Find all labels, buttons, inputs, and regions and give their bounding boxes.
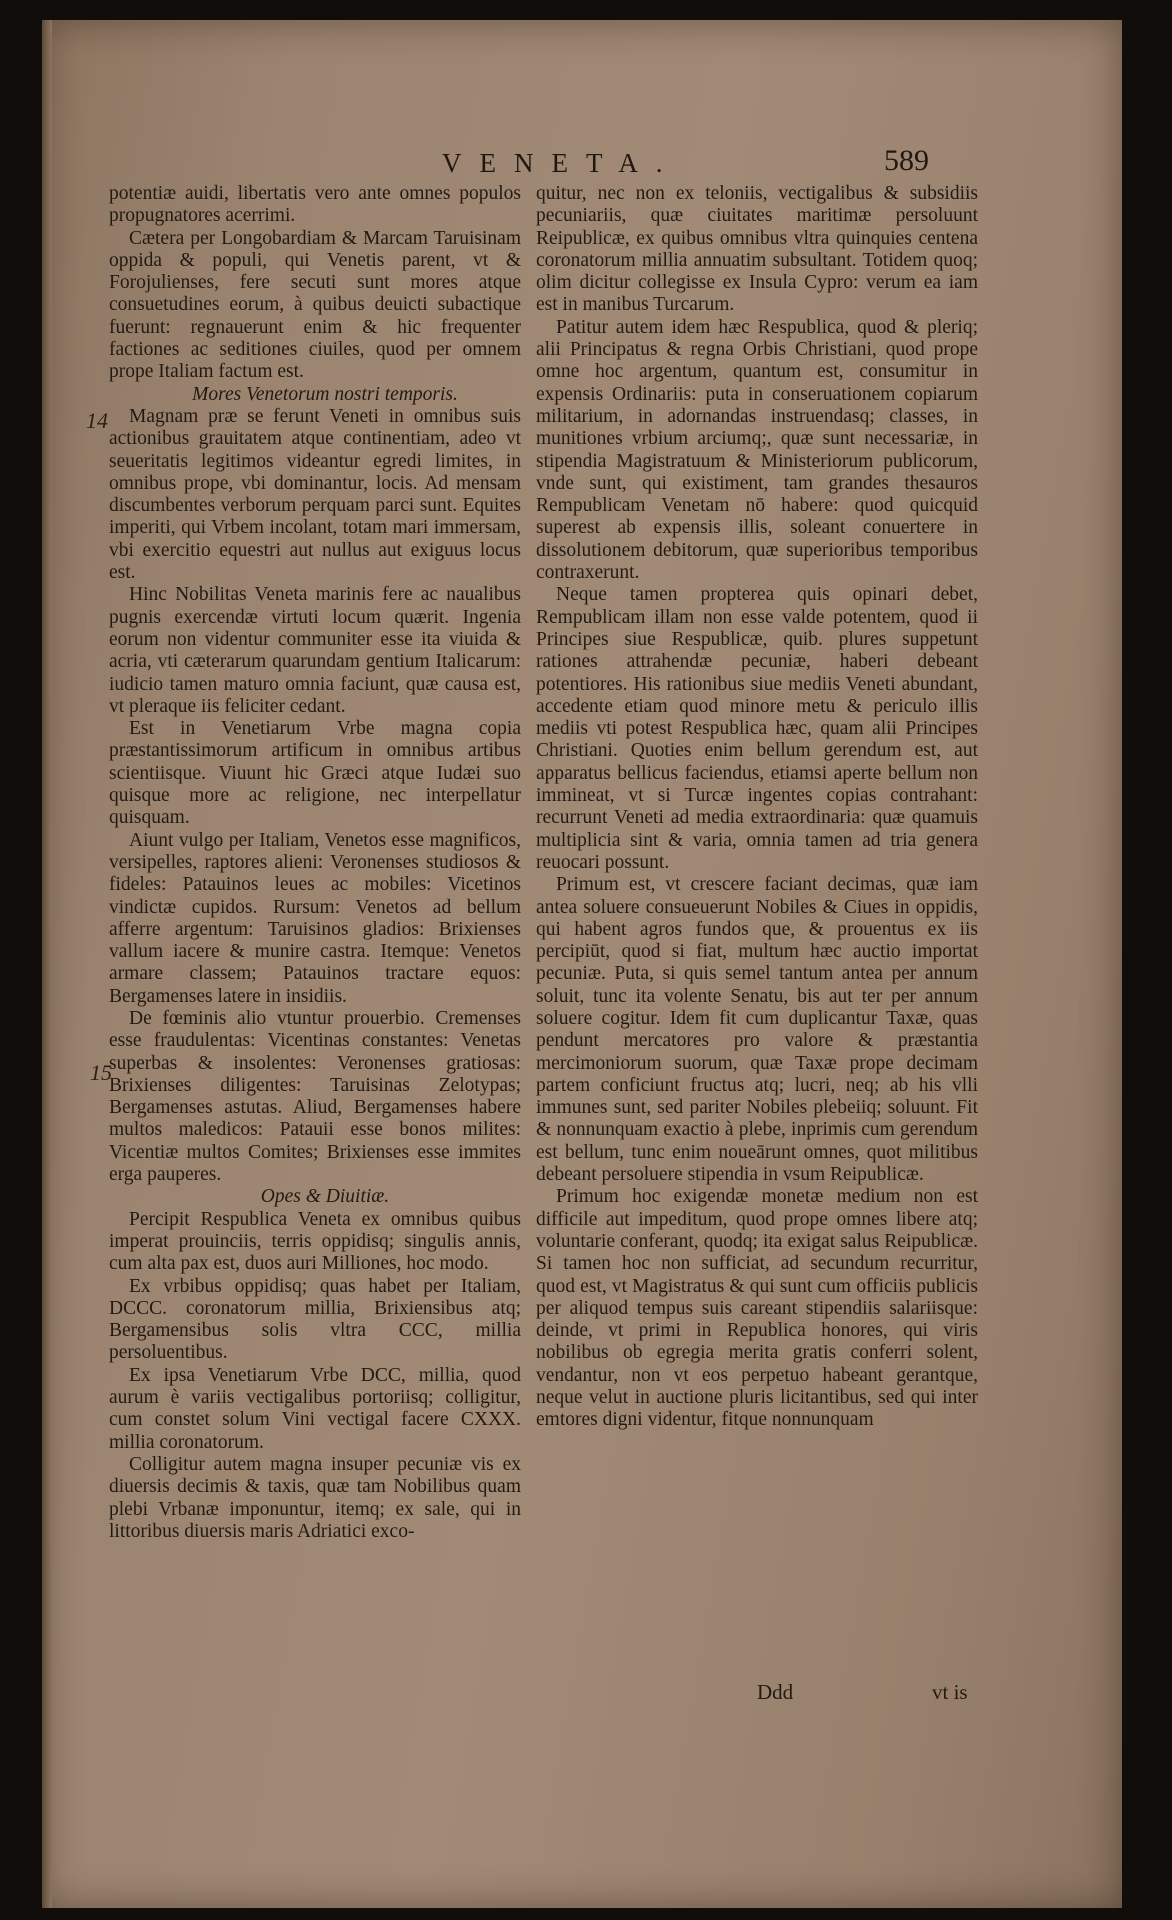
paragraph: Neque tamen propterea quis opinari debet, Rempublicam illam non esse valde potentem, quod ii Principes siue Respublicæ, quib. plures suppetunt rationes attrahendæ pecuniæ, haberi debeant potentiores. His rationibus siue mediis Veneti abundant, accedente etiam quod minore metu & periculo illis mediis vti potest Respublica hæc, quam alii Principes Christiani. Quoties enim bellum gerendum est, aut apparatus bellicus faciendus, etiamsi aperte bellum non immineat, vt si Turcæ ingentes copias contrahant: recurrunt Veneti ad media extraordinaria: quæ quamuis multiplicia sint & varia, omnia tamen ad tria genera reuocari possunt. bbox=[536, 584, 978, 873]
left-column bbox=[109, 183, 521, 1543]
paragraph: potentiæ auidi, libertatis vero ante omnes populos propugnatores acerrimi. bbox=[109, 183, 521, 227]
page-header bbox=[42, 138, 1122, 188]
page-footer bbox=[42, 1680, 1122, 1720]
paragraph: De fœminis alio vtuntur prouerbio. Cremenses esse fraudulentas: Vicentinas constantes: Venetas superbas & insolentes: Veronenses gratiosas: Brixienses diligentes: Taruisinas Zelotypas; Bergamenses astutas. Aliud, Bergamenses habere multos maledicos: Patauii esse bonos milites: Vicentiæ multos Comites; Brixienses esse immites erga pauperes. bbox=[109, 1007, 521, 1186]
section-heading: Opes & Diuitiæ. bbox=[260, 1186, 390, 1208]
paragraph: Primum hoc exigendæ monetæ medium non est difficile aut impeditum, quod prope omnes libere atq; voluntarie conferant, quodq; ita exigat salus Reipublicæ. Si tamen hoc non sufficiat, ad secundum recurritur, quod est, vt Magistratus & qui sunt cum officiis publicis per aliquod tempus suis careant stipendiis salariisque: deinde, vt primi in Republica honores, qui viris nobilibus ob egregia merita gratis conferri solent, vendantur, non vt eos perpetuo habeant gerantque, neque velut in auctione pluris licitantibus, sed qui inter emtores digni videntur, fitque nonnunquam bbox=[536, 1186, 978, 1431]
catchword: vt is bbox=[932, 1680, 968, 1704]
paragraph: Ex ipsa Venetiarum Vrbe DCC, millia, quod aurum è variis vectigalibus portoriisq; colligitur, cum constet solum Vini vectigal facere CXXX. millia coronatorum. bbox=[109, 1364, 521, 1453]
page-edge bbox=[42, 20, 52, 1908]
paragraph: Hinc Nobilitas Veneta marinis fere ac naualibus pugnis exercendæ virtuti locum quærit. Ingenia eorum non videntur communiter esse ita viuida & acria, vti cæterarum quarundam gentium Italicarum: iudicio tamen maturo omnia faciunt, quæ causa est, vt pleraque iis feliciter cedant. bbox=[109, 584, 521, 717]
right-column bbox=[536, 183, 978, 1432]
book-page bbox=[42, 20, 1122, 1908]
paragraph: Percipit Respublica Veneta ex omnibus quibus imperat prouinciis, terris oppidisq; singulis annis, cum alta pax est, duos auri Milliones, hoc modo. bbox=[109, 1208, 521, 1275]
paragraph: Patitur autem idem hæc Respublica, quod & pleriq; alii Principatus & regna Orbis Christiani, quod prope omne hoc argentum, quantum est, consumitur in expensis Ordinariis: puta in conseruationem copiarum militarium, in adornandas instruendasq; classes, in munitiones vrbium arciumq;, quæ sunt necessariæ, in stipendia Magistratuum & Ministeriorum publicorum, vnde sunt, qui existiment, tam grandes thesauros Rempublicam Venetam nō habere: quod quicquid superest ab expensis illis, soleant conuertere in dissolutionem debitorum, quæ superioribus temporibus contraxerunt. bbox=[536, 316, 978, 584]
paragraph: quitur, nec non ex teloniis, vectigalibus & subsidiis pecuniariis, quæ ciuitates maritimæ persoluunt Reipublicæ, ex quibus omnibus vltra quinquies centena coronatorum millia annuatim subsultant. Totidem quoq; olim dicitur collegisse ex Insula Cypro: verum ea iam est in manibus Turcarum. bbox=[536, 183, 978, 316]
paragraph: Magnam præ se ferunt Veneti in omnibus suis actionibus grauitatem atque continentiam, adeo vt seueritatis legitimos videantur egredi limites, in omnibus prope, vbi dominantur, locis. Ad mensam discumbentes verborum perquam parci sunt. Equites imperiti, qui Vrbem incolant, totam mari immersam, vbi exercitio equestri aut nullus aut exiguus locus est. bbox=[109, 405, 521, 584]
margin-section-number: 15 bbox=[90, 1060, 112, 1085]
section-heading: Mores Venetorum nostri temporis. bbox=[192, 383, 458, 405]
paragraph: Aiunt vulgo per Italiam, Venetos esse magnificos, versipelles, raptores alieni: Veronenses studiosos & fideles: Patauinos leues ac mobiles: Vicetinos vindictæ cupidos. Rursum: Venetos ad bellum afferre argentum: Taruisinos gladios: Brixienses vallum iacere & munire castra. Itemque: Venetos armare classem; Patauinos tractare equos: Bergamenses latere in insidiis. bbox=[109, 829, 521, 1007]
signature-mark: Ddd bbox=[757, 1680, 794, 1704]
margin-section-number: 14 bbox=[86, 408, 108, 433]
paragraph: Primum est, vt crescere faciant decimas, quæ iam antea soluere consueuerunt Nobiles & Ciues in oppidis, qui habent agros fundos que, & prouentus ex iis percipiūt, quod si fiat, multum hæc auctio importat pecuniæ. Puta, si quis semel tantum antea per annum soluit, tunc ita volente Senatu, bis aut ter per annum soluere cogitur. Idem fit cum duplicantur Taxæ, quas pendunt mercatores pro valore & præstantia mercimoniorum suorum, quæ Taxæ prope decimam partem conficiunt fructus atq; lucri, neq; ab his vlli immunes sunt, sed pariter Nobiles plebeiiq; soluunt. Fit & nonnunquam exactio à plebe, inprimis cum gerendum est bellum, tunc enim noueārunt omnes, quot militibus debeant persoluere stipendia in vsum Reipublicæ. bbox=[536, 874, 978, 1186]
page-number: 589 bbox=[884, 144, 929, 177]
paragraph: Est in Venetiarum Vrbe magna copia præstantissimorum artificum in omnibus artibus scientiisque. Viuunt hic Græci atque Iudæi suo quisque more ac religione, nec interpellatur quisquam. bbox=[109, 718, 521, 829]
paragraph: Colligitur autem magna insuper pecuniæ vis ex diuersis decimis & taxis, quæ tam Nobilibus quam plebi Vrbanæ imponuntur, itemq; ex sale, qui in littoribus diuersis maris Adriatici exco- bbox=[109, 1453, 521, 1542]
paragraph: Ex vrbibus oppidisq; quas habet per Italiam, DCCC. coronatorum millia, Brixiensibus atq; Bergamensibus solis vltra CCC, millia persoluentibus. bbox=[109, 1275, 521, 1364]
paragraph: Cætera per Longobardiam & Marcam Taruisinam oppida & populi, qui Venetis parent, vt & Forojulienses, fere secuti sunt mores atque consuetudines eorum, à quibus deuicti subactique fuerunt: regnauerunt enim & hic frequenter factiones ac seditiones ciuiles, quod per omnem prope Italiam factum est. bbox=[109, 227, 521, 383]
running-title: VENETA. bbox=[442, 148, 681, 178]
